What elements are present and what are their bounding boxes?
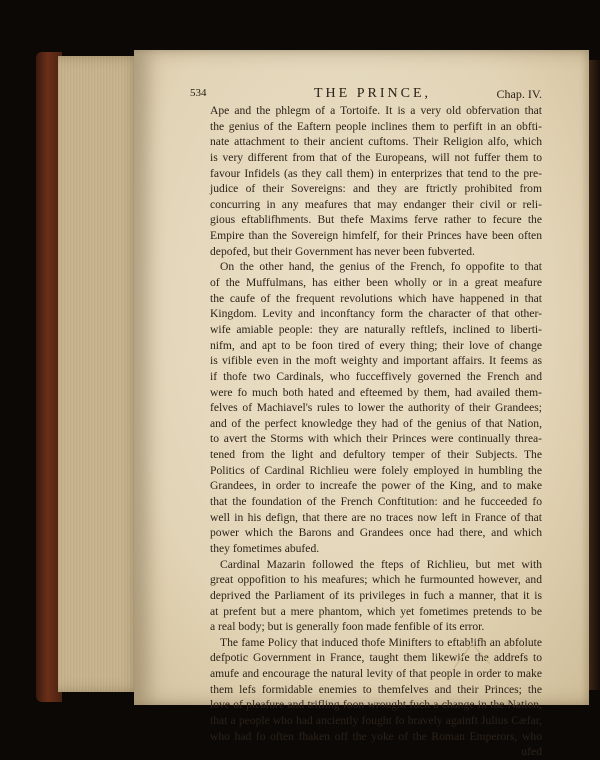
text-line: of the Muffulmans, has either been wholly or in a great meafure bbox=[210, 276, 542, 290]
text-line: felves of Machiavel's rules to lower the authority of their Grandees; bbox=[210, 401, 542, 415]
text-line: at prefent but a mere phantom, which yet fometimes pretends to be bbox=[210, 604, 542, 618]
text-line: Politics of Cardinal Richlieu were folely employed in humbling the bbox=[210, 463, 542, 477]
text-line: power which the Barons and Grandees once had there, and which bbox=[210, 526, 542, 540]
text-line: concurring in any meafures that may endanger their civil or reli- bbox=[210, 197, 542, 211]
text-line: and of the perfect knowledge they had of the genius of that Nation, bbox=[210, 416, 542, 430]
text-line: that the foundation of the French Conftitution: and he fucceeded fo bbox=[210, 495, 542, 509]
text-line: wife amiable people: they are naturally reftlefs, inclined to liberti- bbox=[210, 322, 542, 336]
text-line: Grandees, in order to increafe the power of the King, and to make bbox=[210, 479, 542, 493]
text-line: great oppofition to his meafures; which he furmounted however, and bbox=[210, 573, 542, 587]
text-line: The fame Policy that induced thofe Minifters to eftablifh an abfolute bbox=[220, 635, 542, 649]
text-line: judice of their Sovereigns: and they are ftrictly prohibited from bbox=[210, 182, 542, 196]
text-line: the caufe of the frequent revolutions which have happened in that bbox=[210, 291, 542, 305]
text-line: nifm, and apt to be foon tired of every thing; their love of change bbox=[210, 338, 542, 352]
text-line: favour Infidels (as they call them) in enterprizes that tend to the pre- bbox=[210, 166, 542, 180]
book-gutter bbox=[589, 60, 600, 690]
text-line: a real body; but is generally foon made fenfible of its error. bbox=[210, 620, 485, 634]
text-line: Cardinal Mazarin followed the fteps of Richlieu, but met with bbox=[220, 557, 542, 571]
text-line: they fometimes abufed. bbox=[210, 541, 320, 555]
text-line: nate attachment to their ancient cuftoms. Their Religion alfo, which bbox=[210, 135, 542, 149]
text-line: that a people who had anciently fought fo bravely againft Julius Cæfar, bbox=[210, 713, 542, 727]
text-line: who had fo often fhaken off the yoke of the Roman Emperors, who bbox=[210, 729, 542, 743]
text-line: were fo much both hated and efteemed by them, had availed them- bbox=[210, 385, 542, 399]
catchword: ufed bbox=[521, 745, 542, 759]
body-text bbox=[210, 103, 542, 760]
text-line: Ape and the phlegm of a Tortoife. It is a very old obfervation that bbox=[210, 104, 542, 117]
text-line: gious eftablifhments. But thefe Maxims ferve rather to fecure the bbox=[210, 213, 542, 227]
text-line: amufe and encourage the natural levity of that people in order to make bbox=[210, 667, 542, 681]
text-line: the genius of the Eaftern people inclines them to perfift in an obfti- bbox=[210, 119, 542, 133]
text-line: depofed, but their Government has never been fubverted. bbox=[210, 244, 475, 258]
text-line: defpotic Government in France, taught them likewife the addrefs to bbox=[210, 651, 542, 665]
text-line: On the other hand, the genius of the French, fo oppofite to that bbox=[220, 260, 542, 274]
text-line: Kingdom. Levity and inconftancy form the character of that other- bbox=[210, 307, 542, 321]
text-line: to avert the Storms with which their Princes were continually threa- bbox=[210, 432, 542, 446]
text-line: is vifible even in the moft weighty and important affairs. It feems as bbox=[210, 354, 542, 368]
text-line: tened from the light and defultory temper of their Subjects. The bbox=[210, 448, 542, 462]
text-line: is very different from that of the Europeans, will not fuffer them to bbox=[210, 150, 542, 164]
page-number: 534 bbox=[190, 87, 207, 99]
text-line: love of pleafure and trifling foon wrought fuch a change in the Nation, bbox=[210, 698, 542, 712]
running-title: THE PRINCE, bbox=[314, 86, 431, 101]
text-line: them lefs formidable enemies to themfelves and their Princes; the bbox=[210, 682, 542, 696]
text-line: if thofe two Cardinals, who fucceffively governed the French and bbox=[210, 369, 542, 383]
page-fold-mark bbox=[452, 640, 492, 670]
text-line: Empire than the Sovereign himfelf, for their Princes have been often bbox=[210, 229, 542, 243]
chapter-label: Chap. IV. bbox=[496, 87, 542, 101]
text-line: well in his defign, that there are no traces now left in France of that bbox=[210, 510, 542, 524]
text-line: deprived the Parliament of its privileges in fuch a manner, that it is bbox=[210, 588, 542, 602]
page-edges bbox=[58, 56, 142, 692]
